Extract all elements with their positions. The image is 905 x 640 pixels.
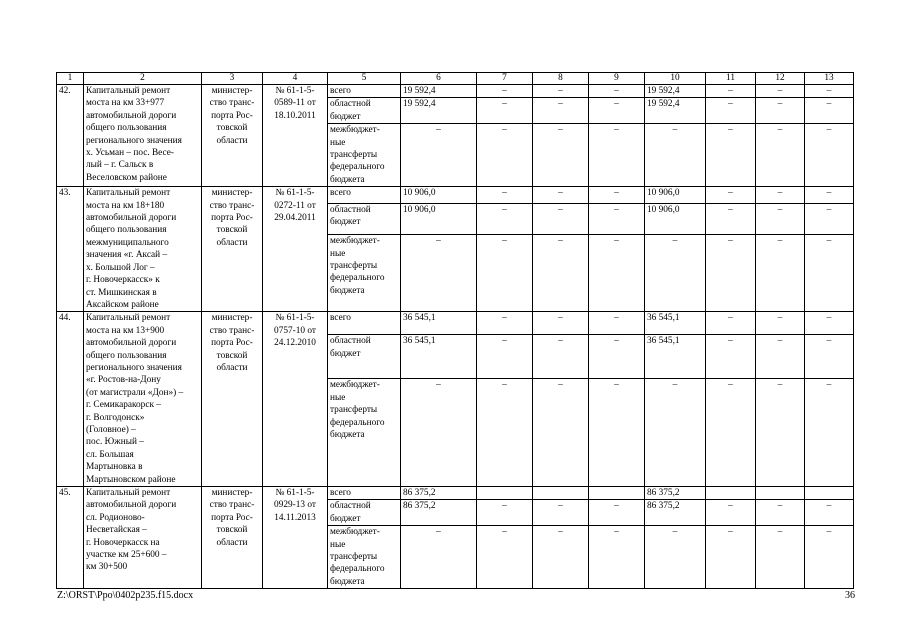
amount-cell: – <box>589 312 645 335</box>
amount-cell: – <box>401 124 477 187</box>
amount-cell: 19 592,4 <box>401 98 477 124</box>
amount-cell: – <box>756 379 805 487</box>
amount-cell: – <box>533 335 589 379</box>
amount-cell: 86 375,2 <box>401 487 477 500</box>
amount-cell: – <box>756 203 805 235</box>
page-number: 36 <box>845 590 855 601</box>
document-reference: № 61-1-5- 0272-11 от 29.04.2011 <box>263 187 328 312</box>
amount-cell: – <box>477 98 533 124</box>
funding-source: всего <box>328 85 401 98</box>
funding-source: областной бюджет <box>328 335 401 379</box>
document-reference: № 61-1-5- 0757-10 от 24.12.2010 <box>263 312 328 487</box>
amount-cell: – <box>477 500 533 526</box>
header-cell: 10 <box>645 73 706 85</box>
amount-cell: 86 375,2 <box>645 487 706 500</box>
amount-cell: – <box>805 335 854 379</box>
amount-cell: – <box>477 124 533 187</box>
amount-cell: 19 592,4 <box>645 98 706 124</box>
row-number: 45. <box>57 487 84 589</box>
amount-cell: – <box>756 187 805 203</box>
funding-source: всего <box>328 187 401 203</box>
header-cell: 11 <box>706 73 756 85</box>
amount-cell: – <box>477 526 533 589</box>
amount-cell: – <box>589 187 645 203</box>
amount-cell <box>533 487 589 500</box>
table-row <box>57 312 854 335</box>
amount-cell: – <box>706 312 756 335</box>
amount-cell: – <box>756 500 805 526</box>
table-row <box>57 187 854 203</box>
amount-cell: – <box>477 335 533 379</box>
amount-cell: – <box>805 500 854 526</box>
amount-cell: – <box>805 526 854 589</box>
funding-source: областной бюджет <box>328 98 401 124</box>
amount-cell: – <box>477 187 533 203</box>
amount-cell: – <box>589 235 645 312</box>
amount-cell <box>706 487 756 500</box>
amount-cell: – <box>645 235 706 312</box>
amount-cell: – <box>589 124 645 187</box>
amount-cell: – <box>706 98 756 124</box>
amount-cell: – <box>477 85 533 98</box>
amount-cell: – <box>589 335 645 379</box>
header-cell: 7 <box>477 73 533 85</box>
table-row <box>57 85 854 98</box>
header-cell: 13 <box>805 73 854 85</box>
amount-cell: – <box>533 98 589 124</box>
amount-cell: – <box>805 124 854 187</box>
amount-cell: – <box>533 235 589 312</box>
amount-cell <box>756 487 805 500</box>
header-cell: 4 <box>263 73 328 85</box>
amount-cell: – <box>706 379 756 487</box>
amount-cell: – <box>706 187 756 203</box>
funding-source: межбюджет- ные трансферты федерального бюджета <box>328 124 401 187</box>
amount-cell: – <box>533 187 589 203</box>
amount-cell: – <box>756 235 805 312</box>
amount-cell: – <box>533 85 589 98</box>
amount-cell: 10 906,0 <box>401 187 477 203</box>
funding-source: межбюджет- ные трансферты федерального бюджета <box>328 379 401 487</box>
amount-cell: – <box>589 379 645 487</box>
header-cell: 8 <box>533 73 589 85</box>
funding-source: всего <box>328 312 401 335</box>
amount-cell: 36 545,1 <box>401 312 477 335</box>
amount-cell: – <box>805 203 854 235</box>
responsible-org: министер- ство транс- порта Рос- товской области <box>202 187 263 312</box>
amount-cell: – <box>756 124 805 187</box>
amount-cell: – <box>477 235 533 312</box>
amount-cell: – <box>589 98 645 124</box>
amount-cell: – <box>477 312 533 335</box>
amount-cell: – <box>706 335 756 379</box>
header-row <box>57 73 854 85</box>
amount-cell <box>805 487 854 500</box>
funding-source: межбюджет- ные трансферты федерального бюджета <box>328 526 401 589</box>
header-cell: 3 <box>202 73 263 85</box>
funding-source: всего <box>328 487 401 500</box>
header-cell: 12 <box>756 73 805 85</box>
row-number: 42. <box>57 85 84 187</box>
amount-cell: 86 375,2 <box>645 500 706 526</box>
amount-cell: – <box>756 312 805 335</box>
amount-cell: – <box>756 526 805 589</box>
amount-cell: – <box>706 203 756 235</box>
amount-cell: 19 592,4 <box>401 85 477 98</box>
amount-cell: – <box>589 500 645 526</box>
amount-cell: – <box>805 235 854 312</box>
amount-cell: – <box>533 379 589 487</box>
header-cell: 2 <box>84 73 202 85</box>
amount-cell: – <box>756 335 805 379</box>
file-path: Z:\ORST\Ppo\0402p235.f15.docx <box>57 590 194 601</box>
amount-cell: – <box>805 98 854 124</box>
amount-cell: 10 906,0 <box>645 203 706 235</box>
funding-source: областной бюджет <box>328 500 401 526</box>
responsible-org: министер- ство транс- порта Рос- товской области <box>202 487 263 589</box>
amount-cell: – <box>533 203 589 235</box>
budget-table <box>56 72 854 589</box>
amount-cell: – <box>645 379 706 487</box>
amount-cell: – <box>589 526 645 589</box>
amount-cell: – <box>756 98 805 124</box>
amount-cell: 10 906,0 <box>645 187 706 203</box>
document-reference: № 61-1-5- 0929-13 от 14.11.2013 <box>263 487 328 589</box>
amount-cell: – <box>477 379 533 487</box>
row-number: 44. <box>57 312 84 487</box>
responsible-org: министер- ство транс- порта Рос- товской области <box>202 85 263 187</box>
amount-cell: – <box>756 85 805 98</box>
header-cell: 1 <box>57 73 84 85</box>
table-body <box>57 73 854 589</box>
amount-cell: – <box>645 526 706 589</box>
amount-cell: 86 375,2 <box>401 500 477 526</box>
amount-cell: – <box>533 124 589 187</box>
document-reference: № 61-1-5- 0589-11 от 18.10.2011 <box>263 85 328 187</box>
funding-source: межбюджет- ные трансферты федерального бюджета <box>328 235 401 312</box>
object-name: Капитальный ремонт моста на км 18+180 автомобильной дороги общего пользования межмуниципального значения «г. Аксай – х. Большой Лог – г. Новочеркасск» к ст. Мишкинская в Аксайском районе <box>84 187 202 312</box>
amount-cell: – <box>706 526 756 589</box>
amount-cell: – <box>706 235 756 312</box>
object-name: Капитальный ремонт моста на км 33+977 автомобильной дороги общего пользования регионального значения х. Усьман – пос. Весе- лый – г. Сальск в Веселовском районе <box>84 85 202 187</box>
amount-cell: – <box>645 124 706 187</box>
amount-cell: – <box>805 85 854 98</box>
amount-cell: – <box>805 312 854 335</box>
header-cell: 6 <box>401 73 477 85</box>
amount-cell: 36 545,1 <box>645 312 706 335</box>
header-cell: 5 <box>328 73 401 85</box>
amount-cell: – <box>589 203 645 235</box>
funding-source: областной бюджет <box>328 203 401 235</box>
amount-cell: – <box>533 312 589 335</box>
row-number: 43. <box>57 187 84 312</box>
amount-cell: 10 906,0 <box>401 203 477 235</box>
amount-cell: – <box>805 187 854 203</box>
amount-cell: – <box>401 235 477 312</box>
amount-cell: – <box>401 526 477 589</box>
amount-cell: – <box>706 85 756 98</box>
header-cell: 9 <box>589 73 645 85</box>
table-row <box>57 487 854 500</box>
amount-cell <box>477 487 533 500</box>
amount-cell: – <box>805 379 854 487</box>
amount-cell: – <box>589 85 645 98</box>
amount-cell <box>589 487 645 500</box>
amount-cell: 19 592,4 <box>645 85 706 98</box>
amount-cell: 36 545,1 <box>401 335 477 379</box>
object-name: Капитальный ремонт автомобильной дороги сл. Родионово- Несветайская – г. Новочеркасск на участке км 25+600 – км 30+500 <box>84 487 202 589</box>
amount-cell: – <box>706 124 756 187</box>
responsible-org: министер- ство транс- порта Рос- товской области <box>202 312 263 487</box>
amount-cell: – <box>401 379 477 487</box>
object-name: Капитальный ремонт моста на км 13+900 автомобильной дороги общего пользования регионального значения «г. Ростов-на-Дону (от магистрали «Дон») – г. Семикаракорск – г. Волгодонск» (Головное) – пос. Южный – сл. Большая Мартыновка в Мартыновском районе <box>84 312 202 487</box>
amount-cell: – <box>477 203 533 235</box>
amount-cell: – <box>533 526 589 589</box>
amount-cell: – <box>706 500 756 526</box>
amount-cell: 36 545,1 <box>645 335 706 379</box>
amount-cell: – <box>533 500 589 526</box>
